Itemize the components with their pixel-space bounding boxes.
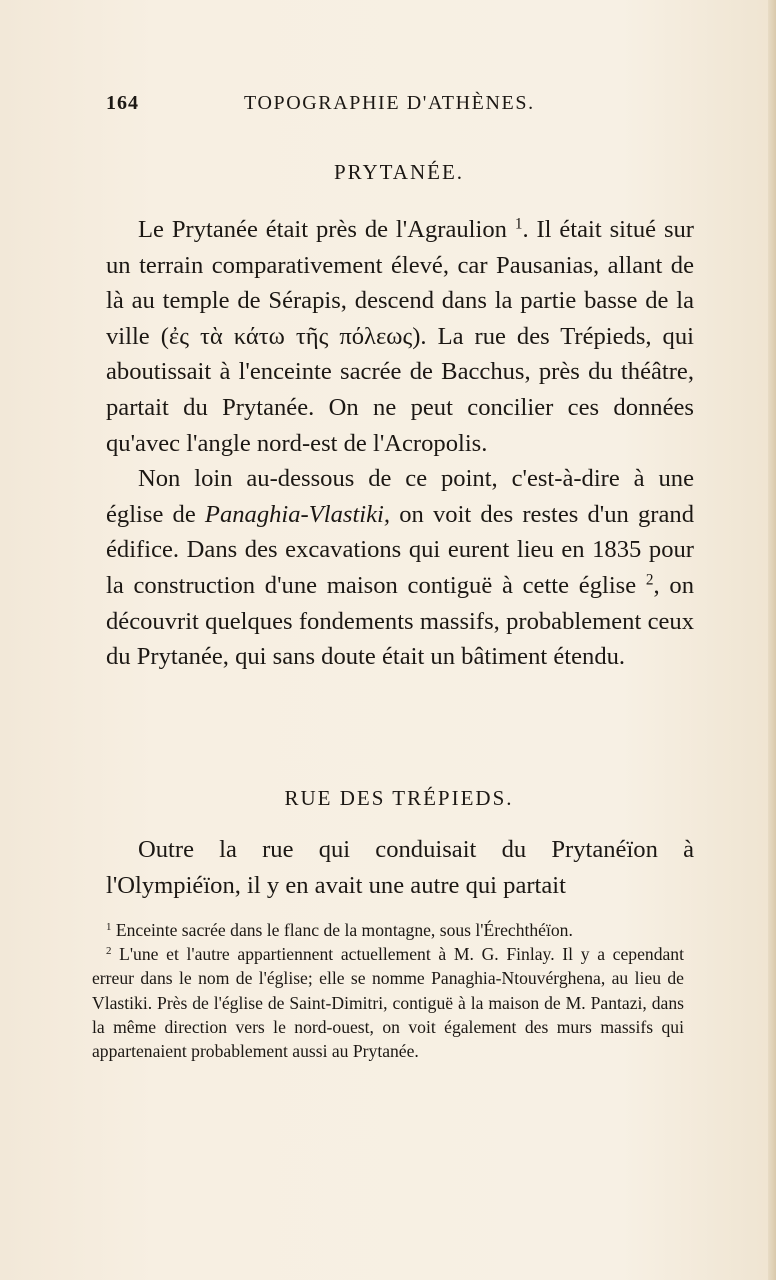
section-body-prytanee — [106, 212, 694, 675]
footnote-marker-2: 2 — [106, 945, 112, 958]
footnote-2: $^2$ L'une et l'autre appartiennent actuellement à M. G. Finlay. Il y a cependant erreur dans le nom de l'église; elle se nomme Panaghia-Ntouvérghena, au lieu de Vlastiki. Près de l'église de Saint-Dimitri, contiguë à la maison de M. Pantazi, dans la même direction vers le nord-ouest, on voit également des murs massifs qui appartenaient probablement aussi au Prytanée. — [92, 944, 684, 1062]
section-body-rue-des-trepieds — [106, 832, 694, 903]
section-title-rue-des-trepieds: RUE DES TRÉPIEDS. — [284, 786, 514, 810]
page-edge — [768, 0, 776, 1280]
church-name: Panaghia-Vlastiki, — [204, 500, 391, 528]
paragraph-3: Outre la rue qui conduisait du Prytanéïon à l'Olympiéïon, il y en avait une autre qui partait — [106, 836, 694, 899]
footnote-1: $^1$ Enceinte sacrée dans le flanc de la montagne, sous l'Érechthéïon. — [106, 920, 573, 940]
paragraph-2: Non loin au-dessous de ce point, c'est-à-dire à une église de Panaghia-Vlastiki, on voit des restes d'un grand édifice. Dans des excavations qui eurent lieu en 1835 pour la construction d'une maison contiguë à cette église $^2$, on découvrit quelques fondements massifs, probablement ceux du Prytanée, qui sans doute était un bâtiment étendu. — [106, 465, 694, 671]
footnote-ref-2: 2 — [645, 571, 654, 589]
paragraph-1: Le Prytanée était près de l'Agraulion $^1$. Il était situé sur un terrain comparativement élevé, car Pausanias, allant de là au temple de Sérapis, descend dans la partie basse de la ville (ἐς τὰ κάτω τῆς πόλεως). La rue des Trépieds, qui aboutissait à l'enceinte sacrée de Bacchus, près du théâtre, partait du Prytanée. On ne peut concilier ces données qu'avec l'angle nord-est de l'Acropolis. — [106, 215, 694, 457]
running-title: TOPOGRAPHIE D'ATHÈNES. — [244, 92, 535, 114]
section-title-prytanee: PRYTANÉE. — [333, 160, 465, 184]
footnote-marker-1: 1 — [106, 921, 112, 933]
page-header — [106, 92, 692, 120]
footnote-ref-1: 1 — [514, 215, 523, 233]
page-number: 164 — [106, 92, 139, 114]
footnotes — [92, 918, 684, 1063]
